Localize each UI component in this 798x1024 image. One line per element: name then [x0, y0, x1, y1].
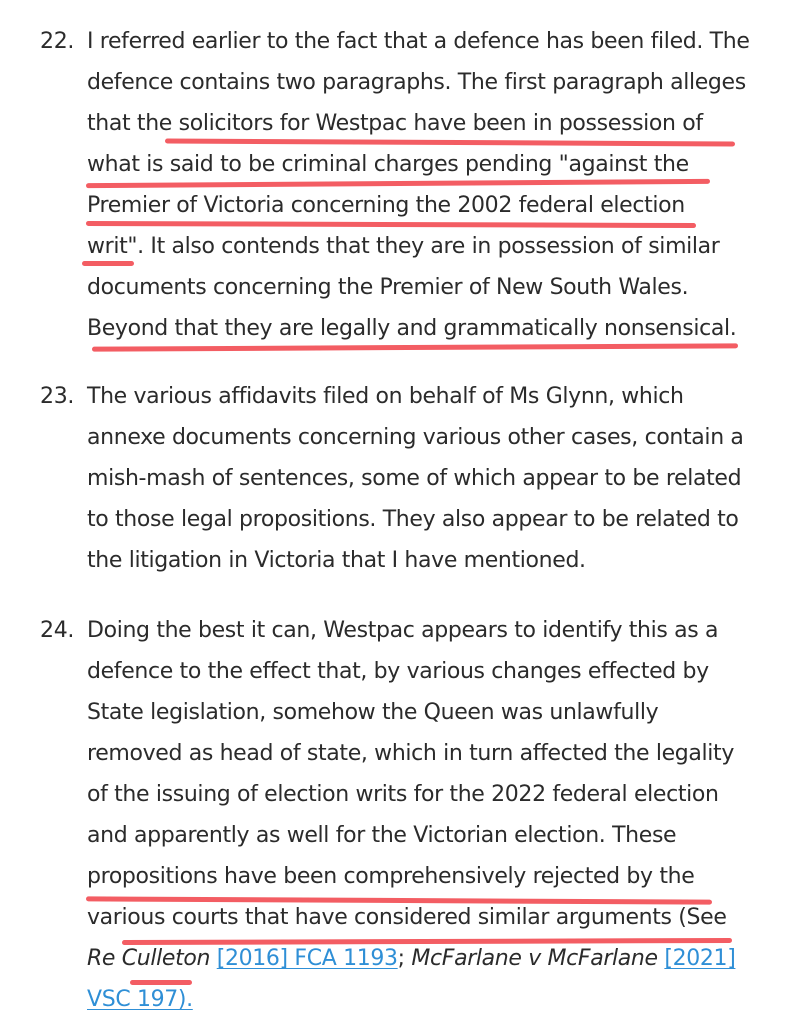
paragraph-line: annexe documents concerning various other cases, contain a: [87, 425, 744, 450]
paragraph-line: various courts that have considered similar arguments (See: [87, 905, 727, 930]
paragraph-line: defence to the effect that, by various changes effected by: [87, 659, 709, 684]
highlight-underline: [130, 980, 192, 985]
paragraph-line: documents concerning the Premier of New South Wales.: [87, 275, 689, 300]
paragraph-line: removed as head of state, which in turn affected the legality: [87, 741, 734, 766]
paragraph-line: Doing the best it can, Westpac appears to identify this as a: [87, 618, 719, 643]
citation-line-end: [87, 980, 193, 1021]
citation-link-fca-1193[interactable]: [2016] FCA 1193: [216, 946, 398, 971]
paragraph-number: 22.: [40, 29, 75, 54]
paragraph-line: mish-mash of sentences, some of which appear to be related: [87, 466, 742, 491]
citation-separator: ;: [397, 946, 405, 971]
paragraph-number: 24.: [40, 618, 75, 643]
paragraph-line: what is said to be criminal charges pending "against the: [87, 152, 689, 177]
citation-line: [87, 939, 735, 980]
paragraph-line: of the issuing of election writs for the 2022 federal election: [87, 782, 719, 807]
paragraph-line: Beyond that they are legally and grammatically nonsensical.: [87, 316, 737, 341]
citation-link-vsc-197-part2[interactable]: VSC 197).: [87, 987, 193, 1012]
paragraph-line: writ". It also contends that they are in possession of similar: [87, 234, 720, 259]
paragraph-line: to those legal propositions. They also appear to be related to: [87, 507, 739, 532]
paragraph-line: and apparently as well for the Victorian election. These: [87, 823, 677, 848]
paragraph-line: that the solicitors for Westpac have been in possession of: [87, 111, 703, 136]
paragraph-number: 23.: [40, 384, 75, 409]
paragraph-line: propositions have been comprehensively rejected by the: [87, 864, 695, 889]
paragraph-line: the litigation in Victoria that I have mentioned.: [87, 548, 586, 573]
paragraph-line: defence contains two paragraphs. The first paragraph alleges: [87, 70, 746, 95]
paragraph-line: State legislation, somehow the Queen was unlawfully: [87, 700, 659, 725]
case-name-re-culleton: Re Culleton: [87, 946, 211, 971]
case-name-mcfarlane: McFarlane v McFarlane: [411, 946, 658, 971]
paragraph-line: The various affidavits filed on behalf of Ms Glynn, which: [87, 384, 684, 409]
paragraph-line: Premier of Victoria concerning the 2002 federal election: [87, 193, 685, 218]
paragraph-line: I referred earlier to the fact that a defence has been filed. The: [87, 29, 750, 54]
highlight-underline: [82, 261, 134, 266]
citation-link-vsc-197-part1[interactable]: [2021]: [664, 946, 736, 971]
